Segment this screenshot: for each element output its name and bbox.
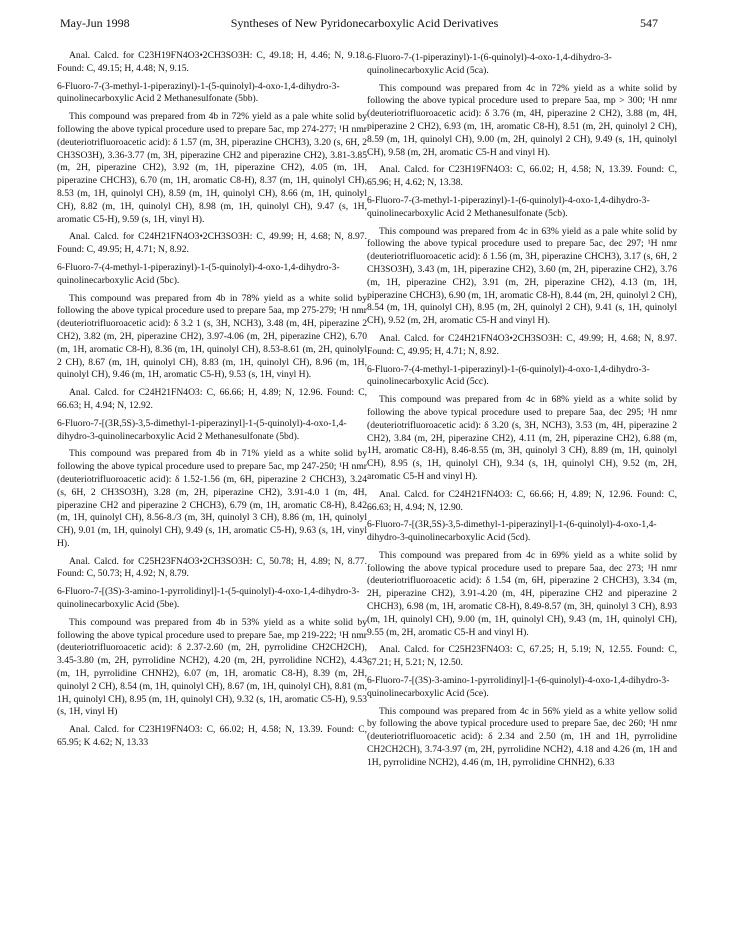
- left-column: [57, 50, 367, 755]
- paragraph: This compound was prepared from 4b in 78% yield as a white solid by following the above typical procedure used to prepare 5aa, mp 275-279; ¹H nmr (deuteriotrifluoroacetic acid): δ 3.2 1 (s, 3H, NCH3), 3.48 (m, 4H, piperazine 2 CH2), 3.82 (m, 2H, piperazine CH2), 3.97-4.06 (m, 2H, piperazine CH2), 6.70 (m, 1H, aromatic C8-H), 8.36 (m, 1H, quinolyl CH), 8.53-8.61 (m, 2H, quinolyl 2 CH), 8.67 (m, 1H, quinolyl CH), 8.83 (m, 1H, quinolyl CH), 8.96 (m, 1H, quinolyl CH), 9.46 (m, 1H, aromatic C5-H), 9.53 (s, 1H, vinyl H).: [57, 292, 367, 381]
- paragraph: This compound was prepared from 4c in 72% yield as a white solid by following the above typical procedure used to prepare 5aa, mp > 300; ¹H nmr (deuteriotrifluoroacetic acid): δ 3.76 (m, 4H, piperazine 2 CH2), 3.88 (m, 4H, piperazine 2 CH2), 6.93 (m, 1H, aromatic C8-H), 8.51 (m, 2H, quinolyl 2 CH), 8.59 (m, 1H, quinolyl CH), 9.00 (m, 2H, quinolyl 2 CH), 9.49 (s, 1H, quinolyl CH), 9.58 (m, 2H, aromatic C5-H and vinyl H).: [367, 82, 677, 158]
- compound-heading: 6-Fluoro-7-(3-methyl-1-piperazinyl)-1-(5-quinolyl)-4-oxo-1,4-dihydro-3-quinolinecarboxylic Acid 2 Methanesulfonate (5bb).: [57, 80, 340, 105]
- compound-heading: 6-Fluoro-7-(1-piperazinyl)-1-(6-quinolyl)-4-oxo-1,4-dihydro-3-quinolinecarboxylic Acid (5ca).: [367, 52, 612, 76]
- paragraph: Anal. Calcd. for C23H19FN4O3: C, 66.02; H, 4.58; N, 13.39. Found: C, 65.96; H, 4.62; N, 13.38.: [367, 164, 677, 189]
- right-column: [367, 50, 677, 775]
- issue-date: May-Jun 1998: [60, 16, 130, 30]
- paragraph: This compound was prepared from 4c in 63% yield as a pale white solid by following the above typical procedure used to prepare 5ac, dec 297; ¹H nmr (deuteriotrifluoroacetic acid): δ 1.56 (m, 3H, piperazine CHCH3), 3.17 (s, 6H, 2 CH3SO3H), 3.43 (m, 1H, piperazine CH2), 3.60 (m, 2H, piperazine CH2), 3.76 (m, 1H, piperazine CH2), 3.91 (m, 2H, piperazine CH2), 4.13 (m, 1H, piperazine CHCH3), 6.90 (m, 1H, aromatic C8-H), 8.44 (m, 2H, quinolyl 2 CH), 8.54 (m, 1H, quinolyl CH), 8.95 (m, 2H, quinolyl 2 CH), 9.41 (s, 1H, quinolyl CH), 9.52 (m, 2H, aromatic C5-H and vinyl H).: [367, 225, 677, 327]
- paragraph: Anal. Calcd. for C24H21FN4O3•2CH3SO3H: C, 49.99; H, 4.68; N, 8.97. Found: C, 49.95; H, 4.71; N, 8.92.: [57, 231, 367, 256]
- paragraph: This compound was prepared from 4c in 68% yield as a white solid by following the above typical procedure used to prepare 5aa, dec 295; ¹H nmr (deuteriotrifluoroacetic acid): δ 3.20 (s, 3H, NCH3), 3.53 (m, 4H, piperazine 2 CH2), 3.84 (m, 2H, piperazine CH2), 4.11 (m, 2H, piperazine CH2), 6.88 (m, 1H, aromatic C8-H), 8.46-8.55 (m, 3H, quinolyl 3 CH), 8.89 (m, 1H, quinolyl CH), 8.95 (s, 1H, quinolyl CH), 9.34 (s, 1H, quinolyl CH), 9.52 (m, 2H, aromatic C5-H and vinyl H).: [367, 394, 677, 482]
- running-title: Syntheses of New Pyridonecarboxylic Acid Derivatives: [230, 16, 499, 30]
- paragraph: This compound was prepared from 4c in 69% yield as a white solid by following the above typical procedure used to prepare 5aa, dec 273; ¹H nmr (deuteriotrifluoroacetic acid): δ 1.54 (m, 6H, piperazine 2 CHCH3), 3.34 (m, 2H, piperazine CH2), 3.91-4.20 (m, 4H, piperazine CH2 and piperazine 2 CHCH3), 6.98 (m, 1H, aromatic C8-H), 8.49-8.57 (m, 3H, quinolyl 3 CH), 8.93 (m, 1H, quinolyl CH), 9.00 (m, 1H, quinolyl CH), 9.43 (m, 1H, quinolyl CH), 9.55 (m, 2H, aromatic C5-H and vinyl H).: [367, 549, 677, 638]
- page-number: 547: [640, 16, 658, 30]
- paragraph: Anal. Calcd. for C24H21FN4O3: C, 66.66; H, 4.89; N, 12.96. Found: C, 66.63; H, 4.94; N, 12.92.: [57, 387, 367, 411]
- compound-heading: 6-Fluoro-7-(3-methyl-1-piperazinyl)-1-(6-quinolyl)-4-oxo-1,4-dihydro-3-quinolinecarboxylic Acid 2 Methanesulfonate (5cb).: [367, 194, 650, 219]
- paragraph: Anal. Calcd. for C25H23FN4O3•2CH3SO3H: C, 50.78; H, 4.89; N, 8.77. Found: C, 50.73; H, 4.92; N, 8.79.: [57, 555, 367, 580]
- paragraph: This compound was prepared from 4b in 72% yield as a pale white solid by following the above typical procedure used to prepare 5ac, mp 274-277; ¹H nmr (deuteriotrifluoroacetic acid): δ 1.57 (m, 3H, piperazine CHCH3), 3.20 (s, 6H, 2 CH3SO3H), 3.36-3.77 (m, 3H, piperazine CH2 and piperazine CH2), 3.81-3.85 (m, 2H, piperazine CH2), 3.92 (m, 1H, piperazine CH2), 4.05 (m, 1H, piperazine CHCH3), 6.70 (m, 1H, aromatic C8-H), 8.37 (m, 1H, quinolyl CH), 8.53 (m, 1H, quinolyl CH), 8.59 (m, 1H, quinolyl CH), 8.66 (m, 1H, quinolyl CH), 8.82 (m, 1H, quinolyl CH), 8.98 (m, 1H, quinolyl CH), 9.47 (s, 1H, aromatic C5-H), 9.59 (s, 1H, vinyl H).: [57, 111, 367, 225]
- paragraph: Anal. Calcd. for C25H23FN4O3: C, 67.25; H, 5.19; N, 12.55. Found: C, 67.21; H, 5.21; N, 12.50.: [367, 644, 677, 669]
- compound-heading: 6-Fluoro-7-(4-methyl-1-piperazinyl)-1-(5-quinolyl)-4-oxo-1,4-dihydro-3-quinolinecarboxylic Acid (5bc).: [57, 261, 340, 286]
- compound-heading: 6-Fluoro-7-[(3S)-3-amino-1-pyrrolidinyl]-1-(5-quinolyl)-4-oxo-1,4-dihydro-3-quinolinecarboxylic Acid (5be).: [57, 586, 360, 611]
- paragraph: Anal. Calcd. for C24H21FN4O3: C, 66.66; H, 4.89; N, 12.96. Found: C, 66.63; H, 4.94; N, 12.90.: [367, 488, 677, 513]
- compound-heading: 6-Fluoro-7-[(3R,5S)-3,5-dimethyl-1-piperazinyl]-1-(6-quinolyl)-4-oxo-1,4-dihydro-3-quinolinecarboxylic Acid (5cd).: [367, 519, 657, 544]
- paragraph: Anal. Calcd. for C23H19FN4O3•2CH3SO3H: C, 49.18; H, 4.46; N, 9.18. Found: C, 49.15; H, 4.48; N, 9.15.: [57, 50, 367, 74]
- compound-heading: 6-Fluoro-7-(4-methyl-1-piperazinyl)-1-(6-quinolyl)-4-oxo-1,4-dihydro-3-quinolinecarboxylic Acid (5cc).: [367, 363, 650, 388]
- paragraph: Anal. Calcd. for C23H19FN4O3: C, 66.02; H, 4.58; N, 13.39. Found: C, 65.95; K 4.62; N, 13.33: [57, 724, 367, 749]
- paragraph: This compound was prepared from 4c in 56% yield as a white yellow solid by following the above typical procedure used to prepare 5ae, dec 260; ¹H nmr (deuteriotrifluoroacetic acid): δ 2.34 and 2.50 (m, 1H and 1H, pyrrolidine CH2CH2CH), 3.74-3.97 (m, 2H, pyrrolidine NCH2), 4.18 and 4.26 (m, 1H and 1H, pyrrolidine NCH2), 4.46 (m, 1H, pyrrolidine CHNH2), 6.33: [367, 705, 677, 768]
- paragraph: This compound was prepared from 4b in 71% yield as a white solid by following the above typical procedure used to prepare 5ac, mp 247-250; ¹H nmr (deuteriotrifluoroacetic acid): δ 1.52-1.56 (m, 6H, piperazine 2 CHCH3), 3.24 (s, 6H, 2 CH3SO3H), 3.28 (m, 2H, piperazine CH2), 3.91-4.0 1 (m, 4H, piperazine CH2 and piperazine 2 CHCH3), 6.79 (m, 1H, aromatic C8-H), 8.42 (m, 1H, quinolyl CH), 8.56-8./3 (m, 3H, quinolyl 3 CH), 8.86 (m, 1H, quinolyl CH), 9.01 (m, 1H, quinolyl CH), 9.49 (s, 1H, aromatic C5-H), 9.63 (s, 1H, vinyl H).: [57, 448, 367, 549]
- paragraph: This compound was prepared from 4b in 53% yield as a white solid by following the above typical procedure used to prepare 5ae, mp 219-222; ¹H nmr (deuteriotrifluoroacetic acid): δ 2.37-2.60 (m, 2H, pyrrolidine CH2CH2CH), 3.45-3.80 (m, 2H, pyrrolidine NCH2), 4.20 (m, 2H, pyrrolidine NCH2), 4.43 (m, 1H, pyrrolidine CHNH2), 6.07 (m, 1H, aromatic C8-H), 8.39 (m, 2H, quinolyl 2 CH), 8.54 (m, 1H, quinolyl CH), 8.67 (m, 1H, quinolyl CH), 8.81 (m, 1H, quinolyl CH), 8.95 (m, 1H, quinolyl CH), 9.32 (s, 1H, aromatic C5-H), 9.53 (s, 1H, vinyl H): [57, 616, 367, 718]
- compound-heading: 6-Fluoro-7-[(3R,5S)-3,5-dimethyl-1-piperazinyl]-1-(5-quinolyl)-4-oxo-1,4-dihydro-3-quinolinecarboxylic Acid 2 Methanesulfonate (5bd).: [57, 417, 347, 442]
- compound-heading: 6-Fluoro-7-[(3S)-3-amino-1-pyrrolidinyl]-1-(6-quinolyl)-4-oxo-1,4-dihydro-3-quinolinecarboxylic Acid (5ce).: [367, 675, 670, 699]
- paragraph: Anal. Calcd. for C24H21FN4O3•2CH3SO3H: C, 49.99; H, 4.68; N, 8.97. Found: C, 49.95; H, 4.71; N, 8.92.: [367, 332, 677, 357]
